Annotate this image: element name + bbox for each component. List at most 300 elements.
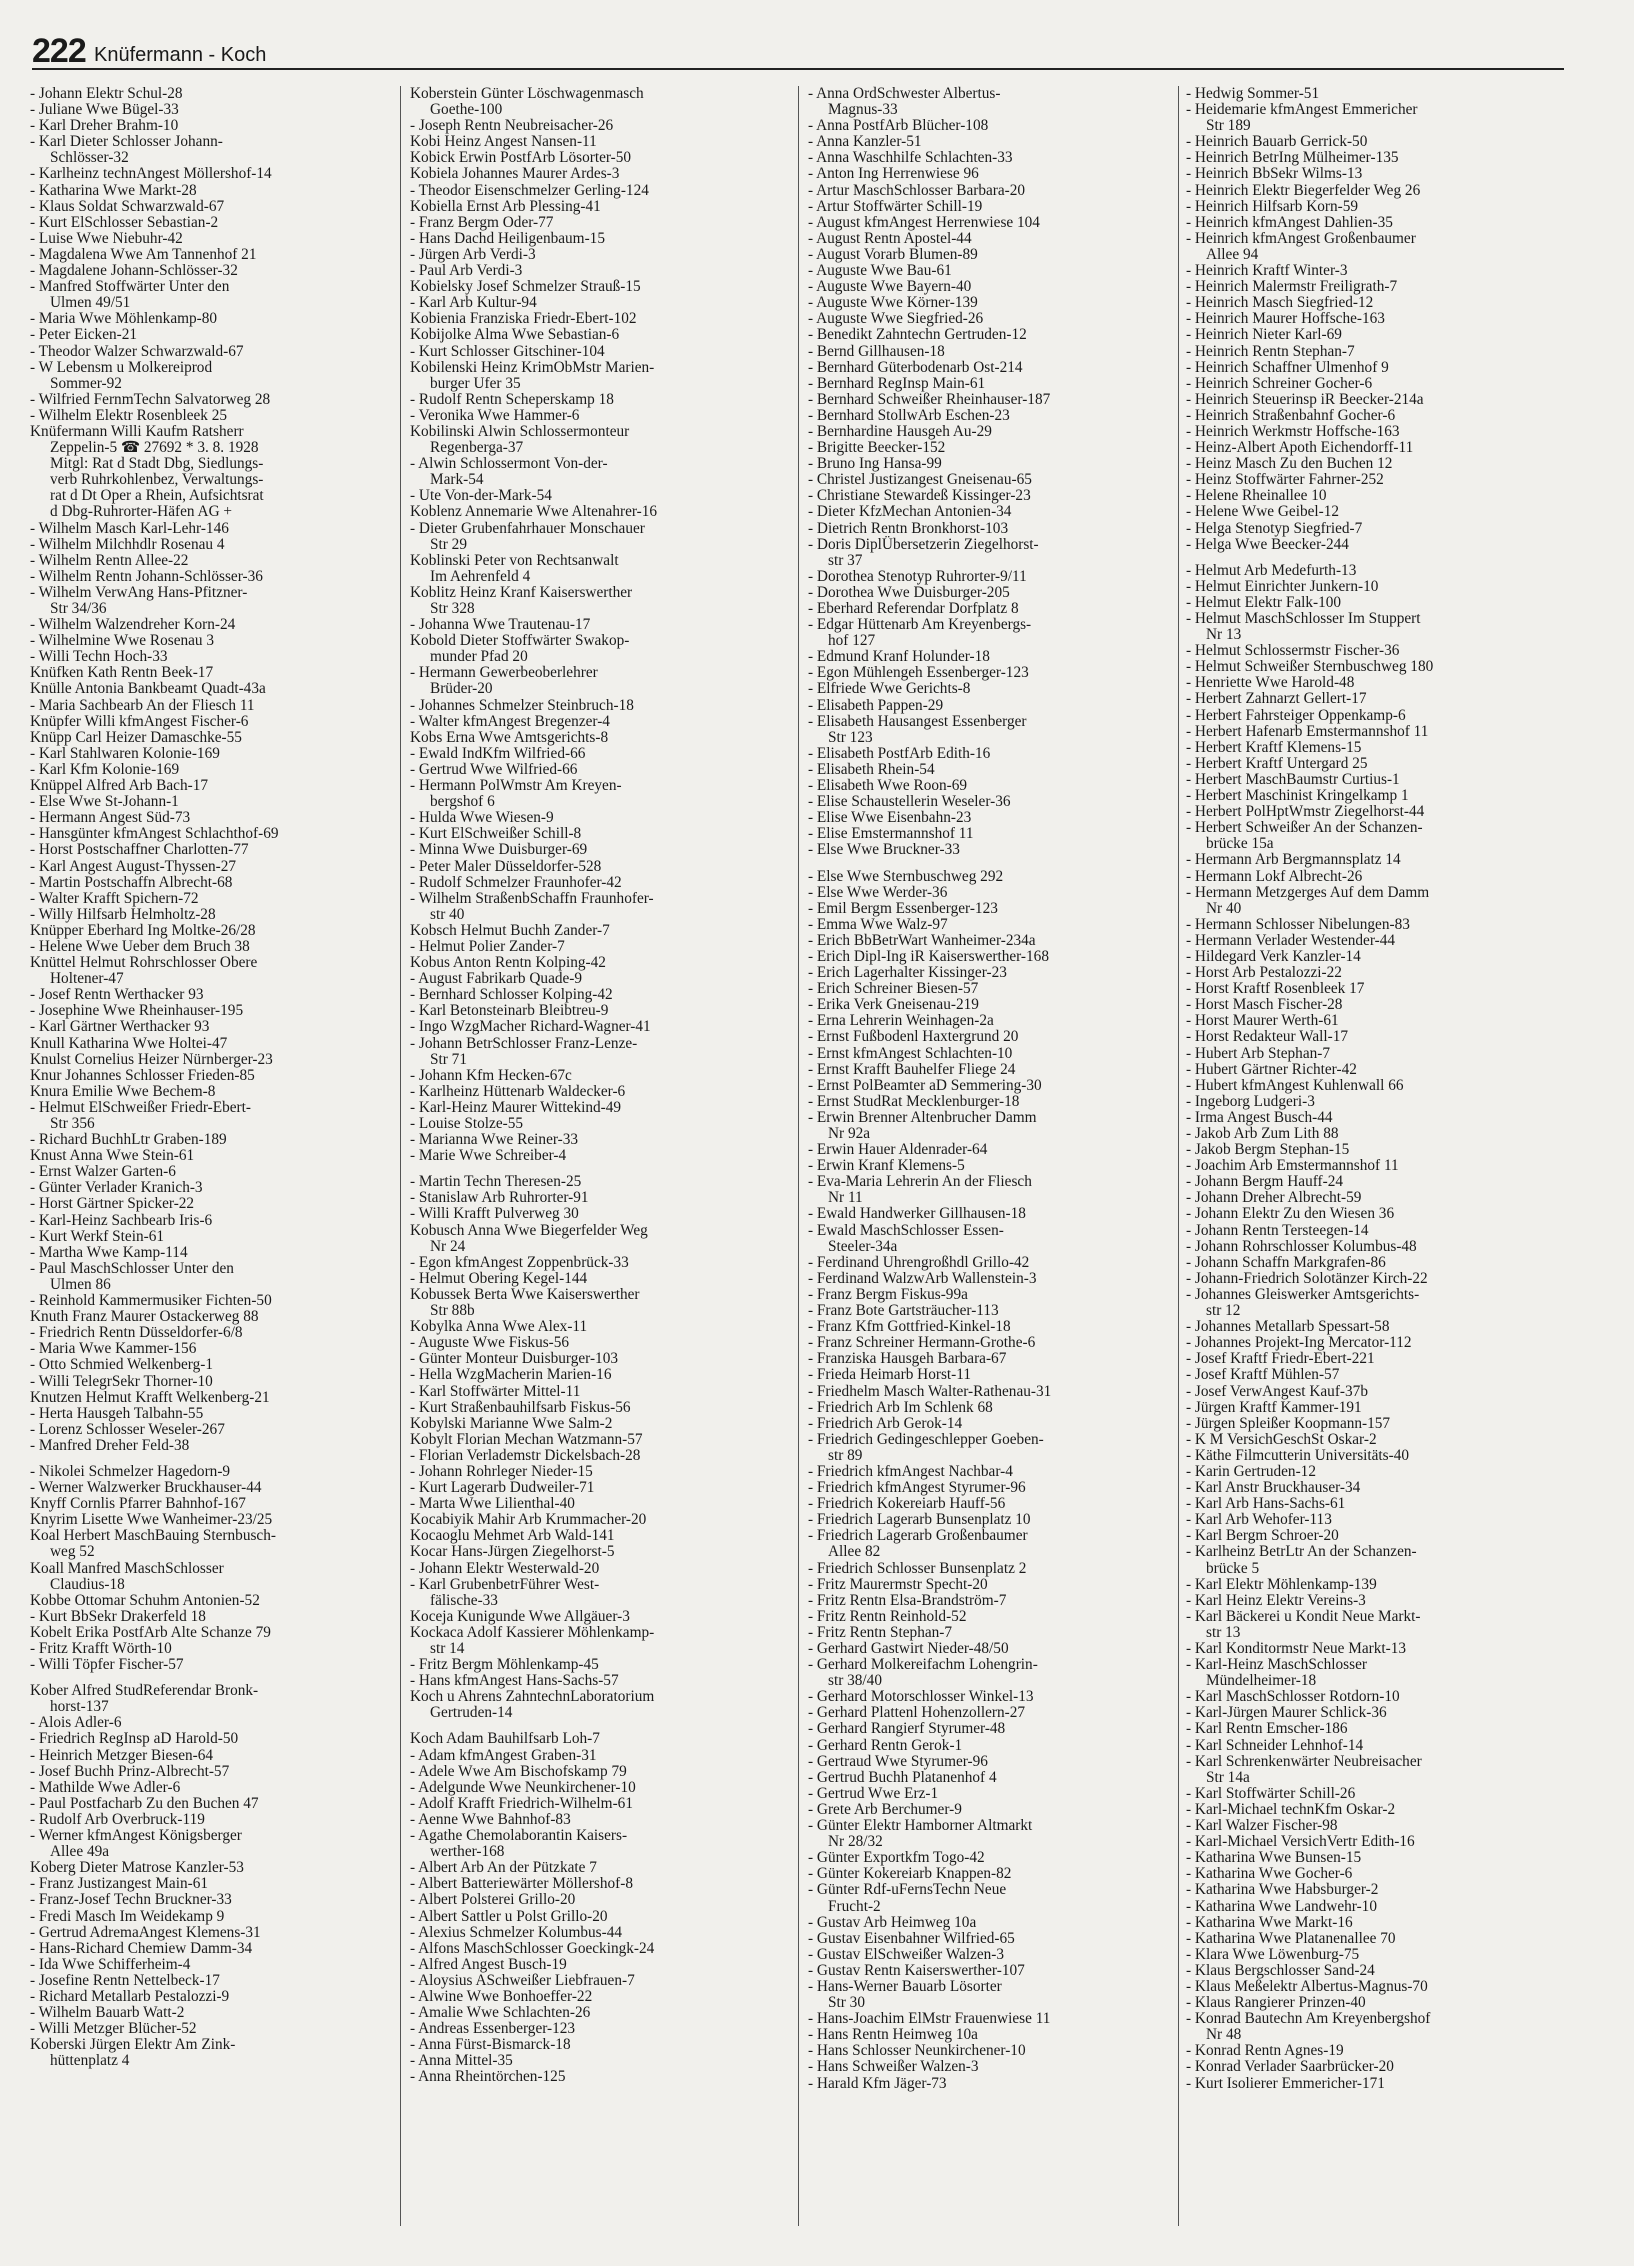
directory-entry bbox=[808, 247, 1178, 263]
directory-entry bbox=[30, 1876, 400, 1892]
directory-entry bbox=[1186, 488, 1556, 504]
entry-line: - Jürgen Arb Verdi-3 bbox=[410, 245, 536, 263]
directory-entry bbox=[30, 1164, 400, 1180]
entry-line: - Konrad Bautechn Am Kreyenbergshof bbox=[1186, 2010, 1431, 2028]
entry-continuation: Im Aehrenfeld 4 bbox=[430, 567, 531, 585]
directory-entry bbox=[410, 488, 780, 504]
directory-entry bbox=[808, 295, 1178, 311]
directory-entry bbox=[410, 1512, 780, 1528]
entry-line: - Willi Krafft Pulverweg 30 bbox=[410, 1205, 579, 1223]
entry-line: - Helga Wwe Beecker-244 bbox=[1186, 535, 1349, 553]
entry-line: - Karl MaschSchlosser Rotdorn-10 bbox=[1186, 1688, 1400, 1706]
entry-line: - August Rentn Apostel-44 bbox=[808, 229, 972, 247]
directory-entry bbox=[410, 360, 780, 392]
entry-line: - Karl-Heinz Maurer Wittekind-49 bbox=[410, 1098, 622, 1116]
entry-line: - Willi Töpfer Fischer-57 bbox=[30, 1656, 184, 1674]
entry-continuation: weg 52 bbox=[50, 1543, 95, 1561]
entry-line: - Gertrud AdremaAngest Klemens-31 bbox=[30, 1923, 261, 1941]
directory-entry bbox=[30, 118, 400, 134]
entry-line: - Auguste Wwe Fiskus-56 bbox=[410, 1334, 570, 1352]
entry-line: - Kurt BbSekr Drakerfeld 18 bbox=[30, 1607, 206, 1625]
entry-line: - Dieter Grubenfahrhauer Monschauer bbox=[410, 519, 645, 537]
entry-continuation: str 38/40 bbox=[828, 1672, 882, 1690]
entry-line: - Heidemarie kfmAngest Emmericher bbox=[1186, 101, 1418, 119]
directory-entry bbox=[410, 1100, 780, 1116]
entry-line: - Erich BbBetrWart Wanheimer-234a bbox=[808, 931, 1036, 949]
directory-entry bbox=[808, 1351, 1178, 1367]
directory-entry bbox=[808, 1915, 1178, 1931]
entry-line: - Helmut Einrichter Junkern-10 bbox=[1186, 577, 1379, 595]
directory-entry bbox=[410, 665, 780, 697]
entry-line: - Rudolf Rentn Scheperskamp 18 bbox=[410, 390, 614, 408]
entry-line: - Johann Elektr Westerwald-20 bbox=[410, 1559, 600, 1577]
entry-line: - Friedrich Kokereiarb Hauff-56 bbox=[808, 1495, 1006, 1513]
directory-entry bbox=[808, 1641, 1178, 1657]
entry-line: - Heinrich kfmAngest Dahlien-35 bbox=[1186, 213, 1393, 231]
directory-entry bbox=[410, 424, 780, 456]
entry-line: - Wilhelm Rentn Allee-22 bbox=[30, 551, 189, 569]
directory-entry bbox=[410, 2053, 780, 2069]
entry-line: Kobiela Johannes Maurer Ardes-3 bbox=[410, 165, 620, 183]
directory-entry bbox=[410, 971, 780, 987]
entry-line: - Elisabeth Wwe Roon-69 bbox=[808, 777, 968, 795]
entry-line: Knüfken Kath Rentn Beek-17 bbox=[30, 664, 214, 682]
entry-line: - Gerhard Gastwirt Nieder-48/50 bbox=[808, 1640, 1009, 1657]
entry-line: - Josefine Rentn Nettelbeck-17 bbox=[30, 1971, 220, 1989]
directory-entry bbox=[808, 166, 1178, 182]
directory-entry bbox=[410, 1271, 780, 1287]
directory-entry bbox=[30, 1196, 400, 1212]
entry-line: - Helga Stenotyp Siegfried-7 bbox=[1186, 519, 1363, 537]
entry-line: - Nikolei Schmelzer Hagedorn-9 bbox=[30, 1462, 231, 1480]
entry-line: - Johann Elektr Zu den Wiesen 36 bbox=[1186, 1205, 1395, 1223]
directory-entry bbox=[808, 376, 1178, 392]
directory-entry bbox=[30, 1309, 400, 1325]
entry-line: - Karl Heinz Elektr Vereins-3 bbox=[1186, 1591, 1366, 1609]
directory-entry bbox=[30, 1229, 400, 1245]
directory-entry bbox=[808, 472, 1178, 488]
entry-line: - Helmut Elektr Falk-100 bbox=[1186, 593, 1342, 611]
directory-entry bbox=[808, 2059, 1178, 2075]
entry-line: - Karl Anstr Bruckhauser-34 bbox=[1186, 1479, 1361, 1497]
directory-entry bbox=[30, 360, 400, 392]
directory-entry bbox=[1186, 1110, 1556, 1126]
directory-entry bbox=[808, 949, 1178, 965]
directory-entry bbox=[808, 199, 1178, 215]
directory-entry bbox=[1186, 820, 1556, 852]
directory-entry bbox=[30, 1148, 400, 1164]
directory-entry bbox=[410, 1731, 780, 1747]
entry-line: - Fritz Maurermstr Specht-20 bbox=[808, 1575, 988, 1593]
entry-line: - Helmut Obering Kegel-144 bbox=[410, 1269, 588, 1287]
entry-line: - Helmut ElSchweißer Friedr-Ebert- bbox=[30, 1098, 251, 1116]
entry-line: - Kurt ElSchweißer Schill-8 bbox=[410, 825, 582, 843]
directory-entry bbox=[1186, 885, 1556, 917]
directory-entry bbox=[1186, 1818, 1556, 1834]
entry-line: - Friedrich Lagerarb Großenbaumer bbox=[808, 1527, 1028, 1545]
entry-line: - Erwin Brenner Altenbrucher Damm bbox=[808, 1108, 1037, 1126]
directory-entry bbox=[410, 1925, 780, 1941]
entry-line: - Wilfried FernmTechn Salvatorweg 28 bbox=[30, 390, 271, 408]
directory-entry bbox=[410, 1003, 780, 1019]
directory-entry bbox=[1186, 215, 1556, 231]
entry-line: - Klaus Soldat Schwarzwald-67 bbox=[30, 197, 225, 215]
directory-entry bbox=[30, 408, 400, 424]
entry-line: Knyrim Lisette Wwe Wanheimer-23/25 bbox=[30, 1511, 273, 1529]
entry-line: - Frieda Heimarb Horst-11 bbox=[808, 1366, 971, 1384]
directory-entry bbox=[30, 1748, 400, 1764]
entry-line: - Kurt Werkf Stein-61 bbox=[30, 1227, 165, 1245]
entry-line: - Johannes Schmelzer Steinbruch-18 bbox=[410, 696, 634, 714]
directory-entry bbox=[808, 1609, 1178, 1625]
directory-entry bbox=[30, 1261, 400, 1293]
directory-entry bbox=[808, 215, 1178, 231]
directory-entry bbox=[808, 1625, 1178, 1641]
entry-line: - Hermann Angest Süd-73 bbox=[30, 809, 191, 827]
entry-line: - Emil Bergm Essenberger-123 bbox=[808, 899, 998, 917]
entry-line: - Andreas Essenberger-123 bbox=[410, 2020, 576, 2038]
entry-line: - Albert Batteriewärter Möllershof-8 bbox=[410, 1875, 633, 1893]
entry-line: - Wilhelm Bauarb Watt-2 bbox=[30, 2004, 185, 2022]
directory-entry bbox=[410, 1416, 780, 1432]
entry-line: - Helene Wwe Ueber dem Bruch 38 bbox=[30, 937, 250, 955]
entry-continuation: Mitgl: Rat d Stadt Dbg, Siedlungs- bbox=[50, 455, 264, 473]
entry-line: - Ewald IndKfm Wilfried-66 bbox=[410, 744, 586, 762]
header-name-range: Knüfermann - Koch bbox=[94, 44, 267, 66]
directory-entry bbox=[1186, 1496, 1556, 1512]
entry-line: - Willy Hilfsarb Helmholtz-28 bbox=[30, 905, 216, 923]
directory-entry bbox=[1186, 804, 1556, 820]
entry-line: - Erich Lagerhalter Kissinger-23 bbox=[808, 964, 1007, 982]
directory-entry bbox=[1186, 1384, 1556, 1400]
entry-line: Knülle Antonia Bankbeamt Quadt-43a bbox=[30, 680, 266, 698]
directory-entry bbox=[410, 714, 780, 730]
directory-entry bbox=[30, 1641, 400, 1657]
entry-line: Koblenz Annemarie Wwe Altenahrer-16 bbox=[410, 503, 658, 521]
entry-line: - Gerhard Rentn Gerok-1 bbox=[808, 1736, 963, 1754]
directory-entry bbox=[808, 1029, 1178, 1045]
entry-line: - Karl Walzer Fischer-98 bbox=[1186, 1817, 1338, 1835]
directory-entry bbox=[1186, 376, 1556, 392]
entry-line: - Heinrich Steuerinsp iR Beecker-214a bbox=[1186, 390, 1424, 408]
directory-entry bbox=[410, 1319, 780, 1335]
directory-entry bbox=[410, 1909, 780, 1925]
column-divider bbox=[1178, 86, 1179, 2226]
directory-entry bbox=[808, 537, 1178, 569]
directory-entry bbox=[808, 1432, 1178, 1464]
entry-line: - Helmut Schlossermstr Fischer-36 bbox=[1186, 642, 1400, 660]
entry-line: Kobusch Anna Wwe Biegerfelder Weg bbox=[410, 1221, 648, 1239]
entry-line: - Josef Rentn Werthacker 93 bbox=[30, 986, 204, 1004]
entry-line: - Johann-Friedrich Solotänzer Kirch-22 bbox=[1186, 1269, 1428, 1287]
directory-entry bbox=[1186, 724, 1556, 740]
directory-entry bbox=[808, 1882, 1178, 1914]
entry-line: - Albert Arb An der Pützkate 7 bbox=[410, 1859, 597, 1877]
directory-entry bbox=[30, 1683, 400, 1715]
directory-entry bbox=[1186, 360, 1556, 376]
directory-entry bbox=[410, 1812, 780, 1828]
directory-entry bbox=[410, 1764, 780, 1780]
directory-entry bbox=[1186, 1866, 1556, 1882]
entry-line: - Karlheinz BetrLtr An der Schanzen- bbox=[1186, 1543, 1417, 1561]
entry-line: Kobilinski Alwin Schlossermonteur bbox=[410, 422, 630, 440]
entry-continuation: Nr 28/32 bbox=[828, 1833, 883, 1851]
entry-line: - Edmund Kranf Holunder-18 bbox=[808, 648, 990, 666]
directory-entry bbox=[1186, 1126, 1556, 1142]
entry-line: - Dorothea Wwe Duisburger-205 bbox=[808, 583, 1010, 601]
entry-line: - Katharina Wwe Gocher-6 bbox=[1186, 1865, 1353, 1883]
directory-entry bbox=[410, 1148, 780, 1164]
entry-continuation: Nr 40 bbox=[1206, 899, 1242, 917]
entry-line: - Minna Wwe Duisburger-69 bbox=[410, 841, 588, 859]
directory-entry bbox=[1186, 166, 1556, 182]
directory-entry bbox=[1186, 1577, 1556, 1593]
entry-line: - Katharina Wwe Landwehr-10 bbox=[1186, 1897, 1377, 1915]
directory-entry bbox=[410, 134, 780, 150]
entry-continuation: str 89 bbox=[828, 1446, 863, 1464]
directory-entry bbox=[1186, 1094, 1556, 1110]
directory-entry bbox=[410, 778, 780, 810]
entry-line: - Emma Wwe Walz-97 bbox=[808, 915, 948, 933]
entry-line: - Heinrich Elektr Biegerfelder Weg 26 bbox=[1186, 181, 1421, 199]
directory-entry bbox=[410, 183, 780, 199]
entry-line: - Agathe Chemolaborantin Kaisers- bbox=[410, 1827, 628, 1845]
directory-entry bbox=[808, 1255, 1178, 1271]
directory-entry bbox=[1186, 311, 1556, 327]
directory-entry bbox=[1186, 965, 1556, 981]
directory-entry bbox=[30, 649, 400, 665]
entry-line: - Alfred Angest Busch-19 bbox=[410, 1955, 567, 1973]
directory-entry bbox=[1186, 424, 1556, 440]
directory-entry bbox=[1186, 440, 1556, 456]
entry-line: - Gertrud Wwe Erz-1 bbox=[808, 1784, 939, 1802]
entry-line: - Karl Elektr Möhlenkamp-139 bbox=[1186, 1575, 1377, 1593]
entry-line: - Günter Verlader Kranich-3 bbox=[30, 1179, 203, 1197]
entry-line: - Klaus Rangierer Prinzen-40 bbox=[1186, 1994, 1366, 2012]
entry-line: - Heinrich Metzger Biesen-64 bbox=[30, 1746, 214, 1764]
directory-entry bbox=[410, 2005, 780, 2021]
entry-continuation: hof 127 bbox=[828, 632, 876, 650]
entry-continuation: Str 71 bbox=[430, 1050, 467, 1068]
entry-line: Kockaca Adolf Kassierer Möhlenkamp- bbox=[410, 1623, 655, 1641]
entry-line: - Wilhelm Elektr Rosenbleek 25 bbox=[30, 406, 228, 424]
directory-entry bbox=[410, 1400, 780, 1416]
directory-entry bbox=[410, 1957, 780, 1973]
entry-line: - Karl Stoffwärter Schill-26 bbox=[1186, 1784, 1356, 1802]
directory-entry bbox=[30, 1052, 400, 1068]
directory-entry bbox=[1186, 869, 1556, 885]
directory-entry bbox=[1186, 708, 1556, 724]
entry-line: - Ida Wwe Schifferheim-4 bbox=[30, 1955, 191, 1973]
directory-entry bbox=[808, 1158, 1178, 1174]
directory-entry bbox=[808, 601, 1178, 617]
entry-line: - Johannes Gleiswerker Amtsgerichts- bbox=[1186, 1285, 1420, 1303]
entry-line: - Alois Adler-6 bbox=[30, 1714, 122, 1732]
directory-entry bbox=[410, 1255, 780, 1271]
directory-entry bbox=[808, 569, 1178, 585]
directory-entry bbox=[30, 1213, 400, 1229]
entry-line: - Franz Bergm Oder-77 bbox=[410, 213, 554, 231]
directory-entry bbox=[808, 1303, 1178, 1319]
directory-entry bbox=[30, 1464, 400, 1480]
directory-entry bbox=[1186, 675, 1556, 691]
entry-line: - Werner kfmAngest Königsberger bbox=[30, 1827, 242, 1845]
entry-line: Kobylski Marianne Wwe Salm-2 bbox=[410, 1414, 613, 1432]
entry-line: - Herbert Schweißer An der Schanzen- bbox=[1186, 819, 1423, 837]
directory-entry bbox=[410, 1351, 780, 1367]
entry-line: - Heinrich Straßenbahnf Gocher-6 bbox=[1186, 406, 1396, 424]
directory-entry bbox=[808, 1866, 1178, 1882]
directory-entry bbox=[30, 263, 400, 279]
entry-line: - Katharina Wwe Habsburger-2 bbox=[1186, 1881, 1379, 1899]
entry-line: - Heinrich Masch Siegfried-12 bbox=[1186, 294, 1374, 312]
directory-entry bbox=[1186, 1287, 1556, 1319]
entry-line: - Horst Arb Pestalozzi-22 bbox=[1186, 964, 1342, 982]
entry-line: Kobussek Berta Wwe Kaiserswerther bbox=[410, 1285, 640, 1303]
entry-line: Kobold Dieter Stoffwärter Swakop- bbox=[410, 632, 630, 650]
directory-entry bbox=[410, 891, 780, 923]
directory-entry bbox=[410, 1019, 780, 1035]
entry-line: - Else Wwe Bruckner-33 bbox=[808, 841, 960, 859]
entry-line: Kobi Heinz Angest Nansen-11 bbox=[410, 133, 597, 151]
directory-entry bbox=[1186, 788, 1556, 804]
directory-entry bbox=[808, 1593, 1178, 1609]
entry-line: - Herbert Fahrsteiger Oppenkamp-6 bbox=[1186, 706, 1406, 724]
directory-entry bbox=[1186, 579, 1556, 595]
directory-entry bbox=[808, 1110, 1178, 1142]
entry-continuation: Ulmen 86 bbox=[50, 1275, 111, 1293]
directory-column-4 bbox=[1186, 86, 1556, 2092]
directory-entry bbox=[30, 907, 400, 923]
directory-entry bbox=[1186, 1593, 1556, 1609]
entry-line: - Erich Schreiner Biesen-57 bbox=[808, 980, 979, 998]
entry-line: - Kurt Isolierer Emmericher-171 bbox=[1186, 2074, 1385, 2092]
directory-entry bbox=[1186, 1400, 1556, 1416]
directory-entry bbox=[1186, 1335, 1556, 1351]
directory-entry bbox=[30, 746, 400, 762]
entry-line: - Gerhard Motorschlosser Winkel-13 bbox=[808, 1688, 1034, 1706]
entry-line: - Wilhelm Walzendreher Korn-24 bbox=[30, 616, 236, 634]
entry-line: - Gustav ElSchweißer Walzen-3 bbox=[808, 1945, 1005, 1963]
directory-entry bbox=[410, 1432, 780, 1448]
entry-line: - Johann Kfm Hecken-67c bbox=[410, 1066, 572, 1084]
directory-entry bbox=[1186, 279, 1556, 295]
directory-entry bbox=[30, 698, 400, 714]
entry-line: - Johann BetrSchlosser Franz-Lenze- bbox=[410, 1034, 638, 1052]
entry-line: Knull Katharina Wwe Holtei-47 bbox=[30, 1034, 228, 1052]
directory-entry bbox=[808, 1480, 1178, 1496]
directory-entry bbox=[1186, 1915, 1556, 1931]
directory-entry bbox=[410, 2021, 780, 2037]
directory-entry bbox=[30, 327, 400, 343]
entry-line: - Hermann Verlader Westender-44 bbox=[1186, 931, 1395, 949]
entry-continuation: munder Pfad 20 bbox=[430, 648, 528, 666]
directory-entry bbox=[808, 842, 1178, 858]
entry-line: - Richard BuchhLtr Graben-189 bbox=[30, 1131, 227, 1149]
directory-entry bbox=[1186, 1142, 1556, 1158]
directory-entry bbox=[808, 1142, 1178, 1158]
entry-line: - Johannes Metallarb Spessart-58 bbox=[1186, 1318, 1390, 1336]
directory-entry bbox=[1186, 521, 1556, 537]
directory-entry bbox=[30, 617, 400, 633]
directory-entry bbox=[410, 118, 780, 134]
entry-line: - Adele Wwe Am Bischofskamp 79 bbox=[410, 1762, 627, 1780]
directory-entry bbox=[1186, 933, 1556, 949]
entry-line: - Ute Von-der-Mark-54 bbox=[410, 487, 552, 505]
directory-entry bbox=[30, 134, 400, 166]
directory-entry bbox=[808, 2011, 1178, 2027]
entry-line: - Elisabeth Pappen-29 bbox=[808, 696, 944, 714]
entry-line: - Franz Bote Gartsträucher-113 bbox=[808, 1302, 999, 1320]
entry-line: - Horst Postschaffner Charlotten-77 bbox=[30, 841, 249, 859]
directory-entry bbox=[808, 488, 1178, 504]
entry-line: - Veronika Wwe Hammer-6 bbox=[410, 406, 580, 424]
directory-entry bbox=[30, 311, 400, 327]
entry-line: - Hans Dachd Heiligenbaum-15 bbox=[410, 229, 605, 247]
directory-entry bbox=[1186, 472, 1556, 488]
directory-entry bbox=[30, 424, 400, 521]
directory-entry bbox=[410, 1796, 780, 1812]
entry-continuation: bergshof 6 bbox=[430, 793, 495, 811]
entry-continuation: brücke 15a bbox=[1206, 835, 1274, 853]
directory-entry bbox=[410, 1335, 780, 1351]
directory-column-2 bbox=[410, 86, 780, 2086]
directory-entry bbox=[1186, 1480, 1556, 1496]
entry-line: - Heinrich Rentn Stephan-7 bbox=[1186, 342, 1355, 360]
directory-entry bbox=[410, 585, 780, 617]
entry-line: - Fredi Masch Im Weidekamp 9 bbox=[30, 1907, 225, 1925]
entry-line: - Reinhold Kammermusiker Fichten-50 bbox=[30, 1292, 272, 1310]
directory-entry bbox=[30, 1989, 400, 2005]
directory-entry bbox=[808, 424, 1178, 440]
directory-entry bbox=[30, 1084, 400, 1100]
entry-line: Koch u Ahrens ZahntechnLaboratorium bbox=[410, 1688, 655, 1706]
entry-line: - Maria Sachbearb An der Fliesch 11 bbox=[30, 696, 255, 714]
directory-entry bbox=[1186, 1367, 1556, 1383]
entry-continuation: Nr 92a bbox=[828, 1125, 871, 1142]
directory-entry bbox=[1186, 1029, 1556, 1045]
directory-entry bbox=[410, 553, 780, 585]
directory-entry bbox=[1186, 295, 1556, 311]
directory-entry bbox=[808, 2043, 1178, 2059]
entry-line: - Fritz Rentn Elsa-Brandström-7 bbox=[808, 1591, 1007, 1609]
entry-line: - Karl-Michael VersichVertr Edith-16 bbox=[1186, 1833, 1415, 1851]
directory-entry bbox=[30, 810, 400, 826]
directory-entry bbox=[1186, 408, 1556, 424]
directory-entry bbox=[1186, 1174, 1556, 1190]
directory-entry bbox=[808, 1319, 1178, 1335]
directory-entry bbox=[1186, 1078, 1556, 1094]
directory-entry bbox=[808, 440, 1178, 456]
directory-entry bbox=[410, 295, 780, 311]
directory-entry bbox=[1186, 1947, 1556, 1963]
directory-entry bbox=[410, 1223, 780, 1255]
entry-line: - Ernst PolBeamter aD Semmering-30 bbox=[808, 1076, 1042, 1094]
entry-line: - Heinz Masch Zu den Buchen 12 bbox=[1186, 455, 1393, 473]
directory-entry bbox=[1186, 102, 1556, 134]
entry-line: - Hubert Arb Stephan-7 bbox=[1186, 1044, 1331, 1062]
entry-line: - Ewald Handwerker Gillhausen-18 bbox=[808, 1205, 1026, 1223]
entry-line: - Horst Kraftf Rosenbleek 17 bbox=[1186, 980, 1365, 998]
entry-continuation: Allee 49a bbox=[50, 1843, 110, 1861]
directory-entry bbox=[1186, 2011, 1556, 2043]
entry-line: - Alwine Wwe Bonhoeffer-22 bbox=[410, 1987, 593, 2005]
directory-entry bbox=[1186, 1528, 1556, 1544]
entry-line: - Wilhelm Rentn Johann-Schlösser-36 bbox=[30, 567, 263, 585]
entry-line: Knura Emilie Wwe Bechem-8 bbox=[30, 1082, 216, 1100]
directory-entry bbox=[30, 891, 400, 907]
entry-line: - Else Wwe St-Johann-1 bbox=[30, 793, 179, 811]
